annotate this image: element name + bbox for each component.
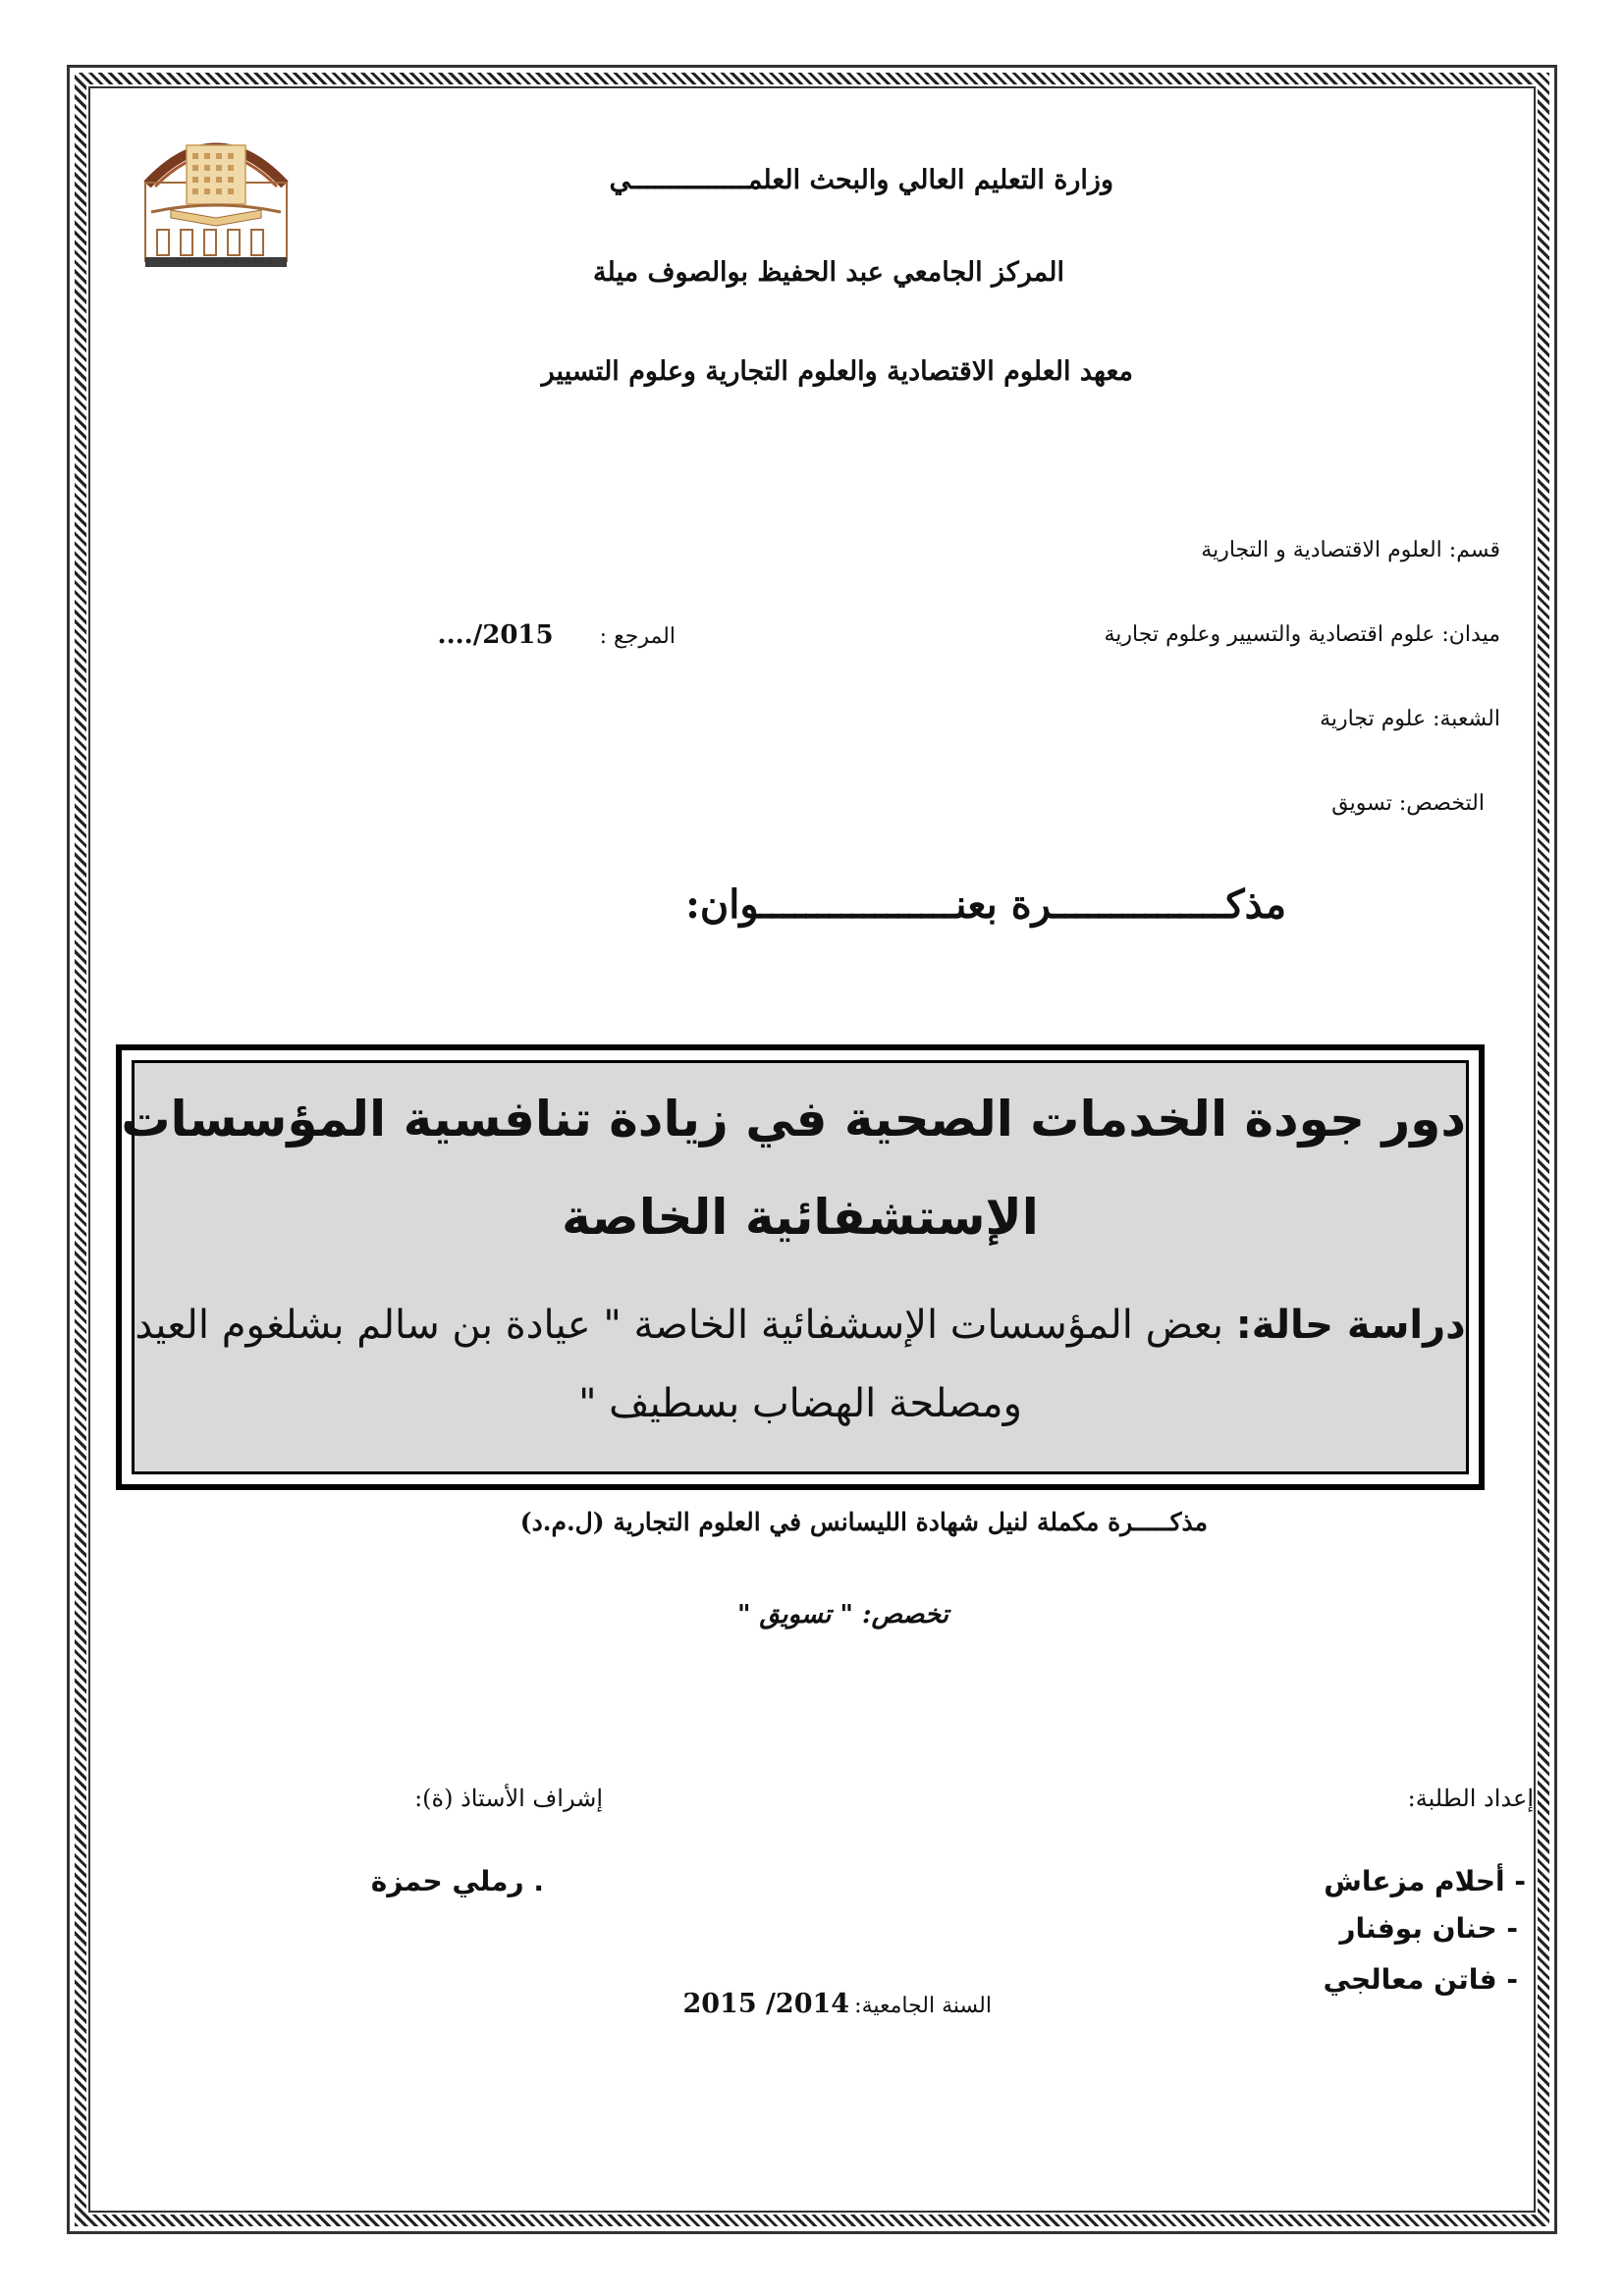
specialty-line: [1331, 791, 1485, 816]
specialization: تخصص: " تسويق ": [736, 1600, 948, 1629]
ministry-name: وزارة التعليم العالي والبحث العلمـــــــــــــــي: [609, 165, 1113, 195]
department-value: العلوم الاقتصادية و التجارية: [1201, 538, 1442, 562]
students-label: إعداد الطلبة:: [1407, 1785, 1534, 1812]
degree-statement: مذكـــــرة مكملة لنيل شهادة الليسانس في العلوم التجارية (ل.م.د): [519, 1508, 1208, 1536]
field-value: علوم اقتصادية والتسيير وعلوم تجارية: [1104, 622, 1435, 647]
thesis-title-box: [116, 1044, 1485, 1490]
university-logo-icon: [137, 116, 295, 273]
specialty-value: تسويق: [1331, 791, 1392, 816]
student-name: - فاتن معالجي: [1323, 1963, 1518, 1996]
branch-line: [1320, 707, 1500, 731]
academic-year-label: السنة الجامعية:: [854, 1994, 992, 2018]
field-line: [1105, 622, 1501, 647]
specialty-label: التخصص:: [1398, 791, 1485, 816]
reference-label: المرجع :: [599, 624, 676, 649]
branch-value: علوم تجارية: [1320, 707, 1427, 731]
case-study-line-2: ومصلحة الهضاب بسطيف ": [578, 1381, 1022, 1426]
thesis-title-line-1: دور جودة الخدمات الصحية في زيادة تنافسية المؤسسات: [121, 1091, 1466, 1148]
logo-caption: Centre Universitaire de MILA: [159, 257, 273, 266]
supervisor-name: . رملي حمزة: [370, 1865, 544, 1897]
university-center-name: المركز الجامعي عبد الحفيظ بوالصوف ميلة: [593, 257, 1064, 288]
reference-value: 2015/....: [437, 620, 554, 650]
reference-line: [438, 620, 676, 650]
student-name: - أحلام مزعاش: [1324, 1865, 1526, 1897]
supervisor-label: إشراف الأستاذ (ة):: [414, 1785, 603, 1812]
thesis-title-line-2: الإستشفائية الخاصة: [562, 1189, 1039, 1246]
case-study-text: بعض المؤسسات الإسشفائية الخاصة " عيادة بن سالم بشلغوم العيد: [135, 1303, 1224, 1348]
department-line: [1201, 538, 1500, 562]
student-name: - حنان بوفنار: [1339, 1912, 1518, 1945]
field-label: ميدان:: [1441, 622, 1500, 647]
memo-heading: مذكـــــــــــــــرة بعنـــــــــــــــــوان:: [685, 881, 1286, 928]
branch-label: الشعبة:: [1433, 707, 1500, 731]
case-study-line-1: [135, 1303, 1466, 1348]
thesis-title-panel: [121, 1060, 1469, 1474]
academic-year-line: [682, 1989, 992, 2019]
department-label: قسم:: [1448, 538, 1500, 562]
institute-name: معهد العلوم الاقتصادية والعلوم التجارية وعلوم التسيير: [541, 356, 1133, 387]
academic-year-value: 2014/ 2015: [682, 1989, 850, 2019]
case-study-label: دراسة حالة:: [1235, 1303, 1466, 1348]
